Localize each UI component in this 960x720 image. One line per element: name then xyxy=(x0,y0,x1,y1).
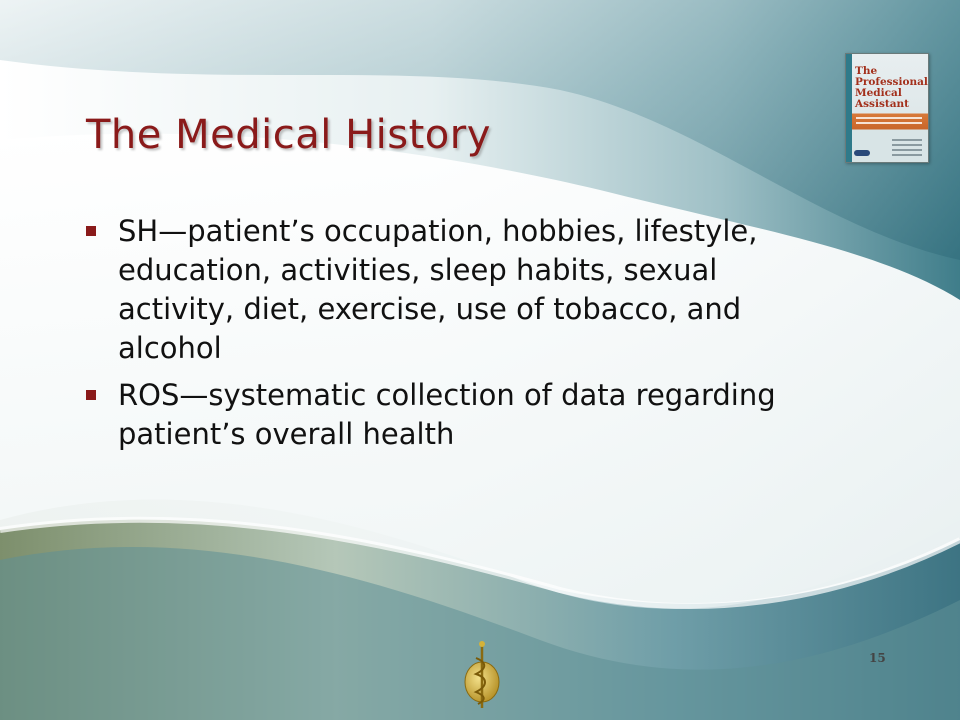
bullet-item xyxy=(86,212,826,368)
book-cover-authors-lines xyxy=(892,136,922,159)
page-number: 15 xyxy=(869,651,886,665)
square-bullet-icon xyxy=(86,226,96,236)
book-cover-subtitle-lines xyxy=(856,114,922,130)
slide-title: The Medical History xyxy=(86,112,491,158)
book-spine xyxy=(846,54,852,162)
book-cover-title: The Professional Medical Assistant xyxy=(855,65,928,110)
book-cover-image xyxy=(845,53,929,163)
bullet-text: SH—patient’s occupation, hobbies, lifestyle, education, activities, sleep habits, sexual activity, diet, exercise, use of tobacco, and alcohol xyxy=(118,214,758,365)
bullet-list xyxy=(86,212,826,462)
bullet-text: ROS—systematic collection of data regarding patient’s overall health xyxy=(118,378,776,451)
publisher-logo-icon xyxy=(854,150,870,156)
publisher-logo-icon xyxy=(462,638,502,710)
bullet-item xyxy=(86,376,826,454)
square-bullet-icon xyxy=(86,390,96,400)
